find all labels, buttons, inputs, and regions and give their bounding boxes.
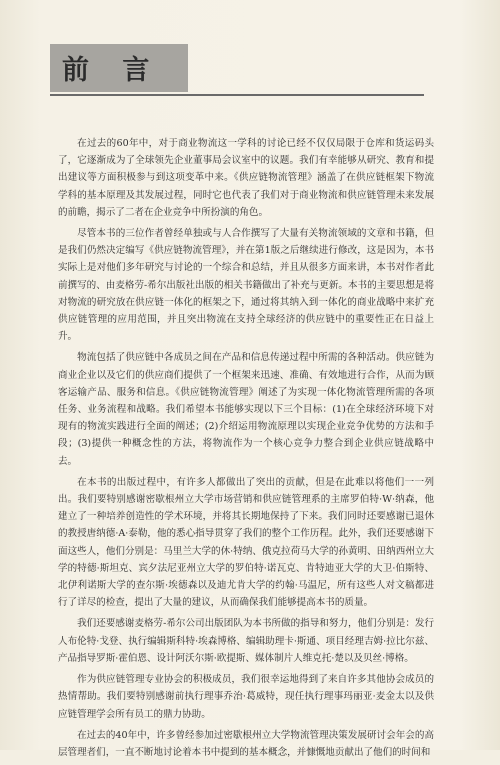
paragraph: 作为供应链管理专业协会的积极成员，我们很幸运地得到了来自许多其他协会成员的热情帮助。我们要特别感谢前执行理事乔治·葛威特，现任执行理事玛丽亚·麦金太以及供应链管理学会所有员工的鼎力协助。 <box>58 674 434 720</box>
paragraph: 我们还要感谢麦格劳-希尔公司出版团队为本书所做的指导和努力，他们分别是：发行人布伦特·戈登、执行编辑斯科特·埃森博格、编辑助理卡·斯通、项目经理吉姆·拉比尔兹、产品指导罗斯·霍伯恩、设计阿沃尔斯·欧提斯、媒体制片人维克托·楚以及贝丝·博格。 <box>58 618 434 664</box>
paragraph: 在本书的出版过程中，有许多人都做出了突出的贡献，但是在此难以将他们一一列出。我们要特别感谢密歇根州立大学市场营销和供应链管理系的主席罗伯特·W·纳森，他建立了一种培养创造性的学术环境，并将其长期地保持了下来。我们同时还要感谢已退休的教授唐纳德·A·泰勒，他的悉心指导贯穿了我们的整个工作历程。此外，我们还要感谢下面这些人，他们分别是：马里兰大学的休·特纳、俄克拉荷马大学的孙黄明、田纳西州立大学的特德·斯坦克、宾夕法尼亚州立大学的罗伯特·诺瓦克、肯特迪亚大学的大卫·伯斯特、北伊利诺斯大学的查尔斯·埃德森以及迪尤肯大学的约翰·马温尼，所有这些人对文稿都进行了详尽的检查，提出了大量的建议，从而确保我们能够提高本书的质量。 <box>58 476 434 609</box>
body-text <box>58 135 434 765</box>
page-title: 前 言 <box>62 55 162 86</box>
paragraph: 物流包括了供应链中各成员之间在产品和信息传递过程中所需的各种活动。供应链为商业企业以及它们的供应商们提供了一个框架来迅速、准确、有效地进行合作，从而为顾客运输产品、服务和信息。《供应链物流管理》阐述了为实现一体化物流管理所需的各项任务、业务流程和战略。我们希望本书能够实现以下三个目标：(1)在全球经济环境下对现有的物流实践进行全面的阐述；(2)介绍运用物流原理以实现企业竞争优势的方法和手段；(3)提供一种概念性的方法，将物流作为一个核心竞争力整合到企业供应链战略中去。 <box>58 352 434 467</box>
paragraph: 在过去的60年中，对于商业物流这一学科的讨论已经不仅仅局限于仓库和货运码头了，它逐渐成为了全球领先企业董事局会议室中的议题。我们有幸能够从研究、教育和提出建议等方面积极参与到这项变革中来。《供应链物流管理》涵盖了在供应链框架下物流学科的基本原理及其发展过程，同时它也代表了我们对于商业物流和供应链管理未来发展的前瞻，揭示了二者在企业竞争中所扮演的角色。 <box>58 138 434 218</box>
paragraph: 尽管本书的三位作者曾经单独或与人合作撰写了大量有关物流领域的文章和书籍，但是我们仍然决定编写《供应链物流管理》，并在第1版之后继续进行修改，这是因为，本书实际上是对他们多年研究与讨论的一个综合和总结，并且从很多方面来讲，本书对作者此前撰写的、由麦格劳-希尔出版社出版的相关书籍做出了补充与更新。本书的主要思想是将对物流的研究放在供应链一体化的框架之下，通过将其纳入到一体化的商业战略中来扩充供应链管理的应用范围，并且突出物流在支持全球经济的供应链中的重要性正在日益上升。 <box>58 228 434 343</box>
chapter-heading <box>50 44 424 96</box>
paragraph: 在过去的40年中，许多曾经参加过密歇根州立大学物流管理决策发展研讨会年会的高层管理者们，一直不断地讨论着本书中提到的基本概念，并慷慨地贡献出了他们的时间和 <box>58 729 434 758</box>
